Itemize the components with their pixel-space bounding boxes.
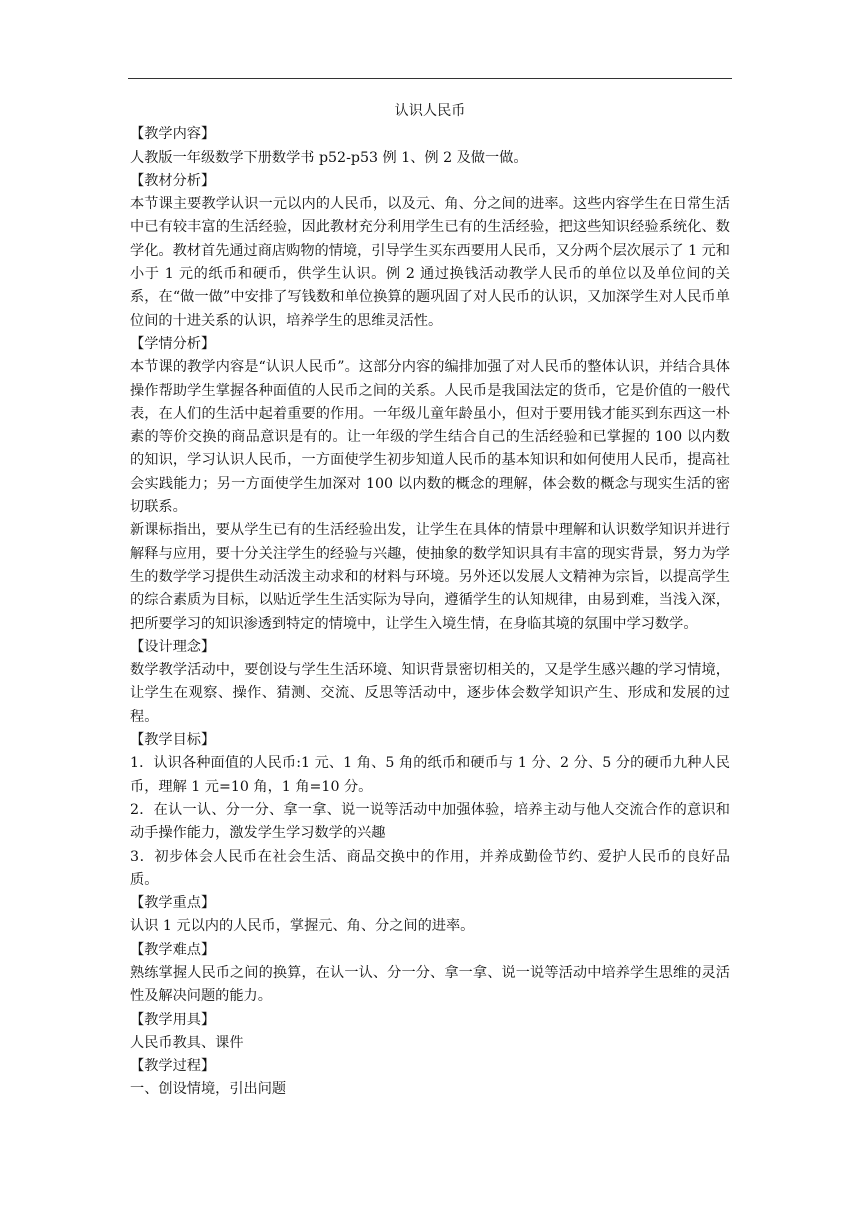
- paragraph: 人教版一年级数学下册数学书 p52-p53 例 1、例 2 及做一做。: [130, 149, 528, 166]
- section-heading-difficulties: 【教学难点】: [130, 941, 216, 958]
- section-heading-teaching-aids: 【教学用具】: [130, 1011, 216, 1028]
- section-heading-key-points: 【教学重点】: [130, 895, 216, 912]
- section-heading-objectives: 【教学目标】: [130, 732, 216, 749]
- paragraph: 认识 1 元以内的人民币，掌握元、角、分之间的进率。: [130, 918, 475, 935]
- document-title: 认识人民币: [394, 103, 466, 119]
- paragraph: 数学教学活动中，要创设与学生生活环境、知识背景密切相关的，又是学生感兴趣的学习情境，让学生在观察、操作、猜测、交流、反思等活动中，逐步体会数学知识产生、形成和发展的过程。: [130, 662, 730, 725]
- section-heading-design-concept: 【设计理念】: [130, 638, 216, 655]
- paragraph: 一、创设情境，引出问题: [130, 1081, 287, 1098]
- section-heading-material-analysis: 【教材分析】: [130, 172, 216, 189]
- paragraph: 本节课的教学内容是“认识人民币”。这部分内容的编排加强了对人民币的整体认识，并结合具体操作帮助学生掌握各种面值的人民币之间的关系。人民币是我国法定的货币，它是价值的一般代表，在人们的生活中起着重要的作用。一年级儿童年龄虽小，但对于要用钱才能买到东西这一朴素的等价交换的商品意识是有的。让一年级的学生结合自己的生活经验和已掌握的 100 以内数的知识，学习认识人民币，一方面使学生初步知道人民币的基本知识和如何使用人民币，提高社会实践能力；另一方面使学生加深对 100 以内数的概念的理解，体会数的概念与现实生活的密切联系。: [130, 359, 730, 516]
- objective-item: 3．初步体会人民币在社会生活、商品交换中的作用，并养成勤俭节约、爱护人民币的良好品质。: [130, 848, 730, 888]
- header-rule: [128, 78, 732, 79]
- section-heading-content: 【教学内容】: [130, 126, 216, 143]
- paragraph: 熟练掌握人民币之间的换算，在认一认、分一分、拿一拿、说一说等活动中培养学生思维的灵活性及解决问题的能力。: [130, 964, 730, 1005]
- document-body: [130, 100, 730, 1102]
- paragraph: 本节课主要教学认识一元以内的人民币，以及元、角、分之间的进率。这些内容学生在日常生活中已有较丰富的生活经验，因此教材充分利用学生已有的生活经验，把这些知识经验系统化、数学化。教材首先通过商店购物的情境，引导学生买东西要用人民币，又分两个层次展示了 1 元和小于 1 元的纸币和硬币，供学生认识。例 2 通过换钱活动教学人民币的单位以及单位间的关系，在“做一做”中安排了写钱数和单位换算的题巩固了对人民币的认识，又加深学生对人民币单位间的十进关系的认识，培养学生的思维灵活性。: [130, 196, 730, 329]
- paragraph: 新课标指出，要从学生已有的生活经验出发，让学生在具体的情景中理解和认识数学知识并进行解释与应用，要十分关注学生的经验与兴趣，使抽象的数学知识具有丰富的现实背景，努力为学生的数学学习提供生动活泼主动求和的材料与环境。另外还以发展人文精神为宗旨，以提高学生的综合素质为目标，以贴近学生生活实际为导向，遵循学生的认知规律，由易到难，当浅入深，把所要学习的知识渗透到特定的情境中，让学生入境生情，在身临其境的氛围中学习数学。: [130, 522, 730, 632]
- objective-item: 2．在认一认、分一分、拿一拿、说一说等活动中加强体验，培养主动与他人交流合作的意识和动手操作能力，激发学生学习数学的兴趣: [130, 801, 730, 842]
- paragraph: 人民币教具、课件: [130, 1034, 244, 1051]
- section-heading-process: 【教学过程】: [130, 1058, 216, 1075]
- objective-item: 1．认识各种面值的人民币:1 元、1 角、5 角的纸币和硬币与 1 分、2 分、5 分的硬币九种人民币，理解 1 元=10 角，1 角=10 分。: [130, 755, 730, 795]
- section-heading-student-analysis: 【学情分析】: [130, 335, 216, 352]
